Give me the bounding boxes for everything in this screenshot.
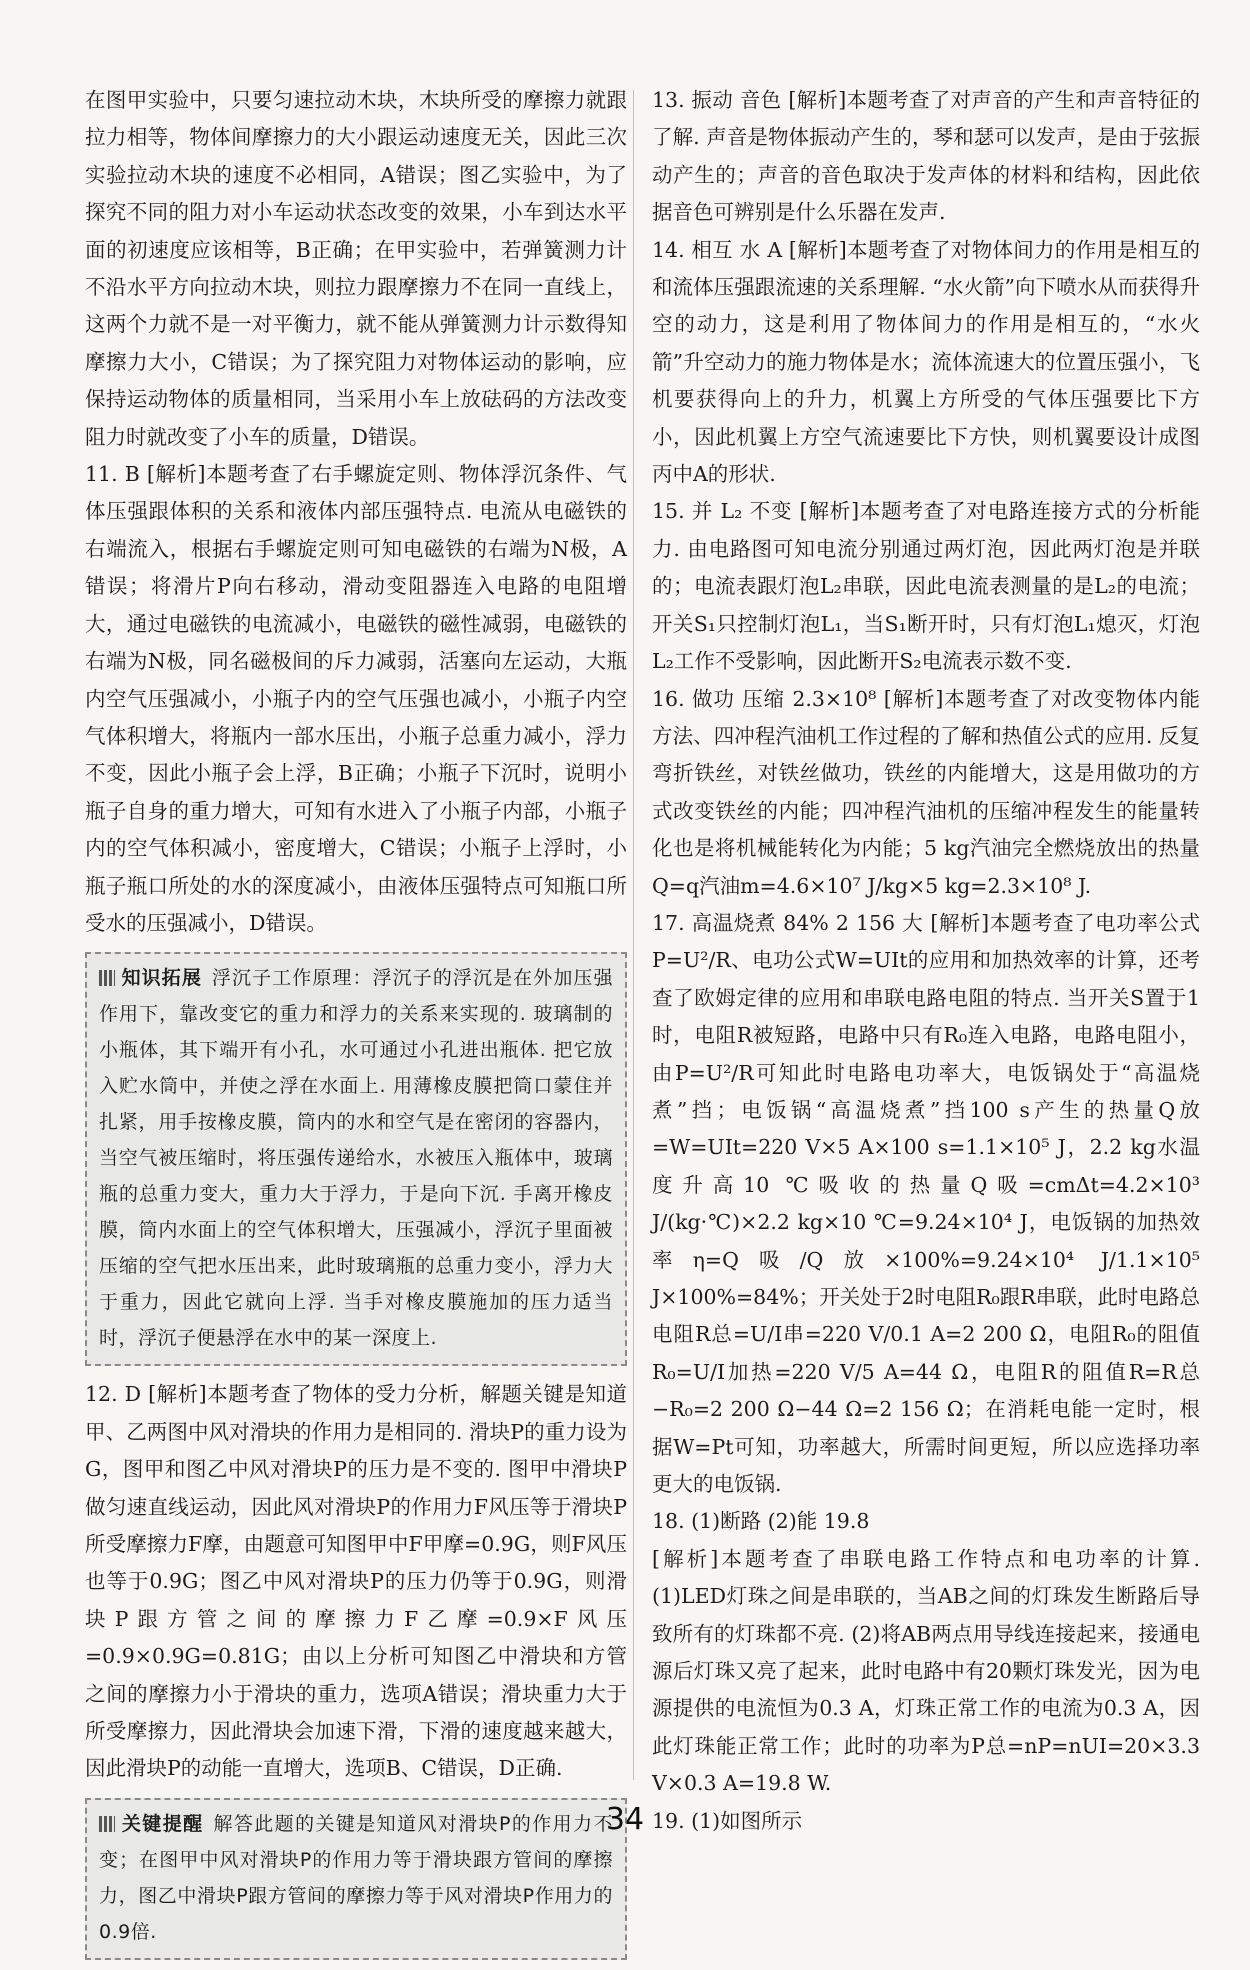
box-text: 解答此题的关键是知道风对滑块P的作用力不变；在图甲中风对滑块P的作用力等于滑块跟方管间的摩擦力，图乙中滑块P跟方管间的摩擦力等于风对滑块P作用力的0.9倍.: [99, 1812, 613, 1943]
answer-16: 16. 做功 压缩 2.3×10⁸ [解析]本题考查了对改变物体内能方法、四冲程汽油机工作过程的了解和热值公式的应用. 反复弯折铁丝，对铁丝做功，铁丝的内能增大，这是用做功的方式改变铁丝的内能；四冲程汽油机的压缩冲程发生的能量转化也是将机械能转化为内能；5 kg汽油完全燃烧放出的热量Q=q汽油m=4.6×10⁷ J/kg×5 kg=2.3×10⁸ J.: [652, 686, 1200, 898]
page-number: 34: [605, 1802, 645, 1837]
answer-18-heading: 18. (1)断路 (2)能 19.8: [652, 1509, 870, 1534]
answer-13: 13. 振动 音色 [解析]本题考查了对声音的产生和声音特征的了解. 声音是物体振动产生的，琴和瑟可以发声，是由于弦振动产生的；声音的音色取决于发声体的材料和结构，因此依据音色可辨别是什么乐器在发声.: [652, 88, 1200, 225]
answer-15: 15. 并 L₂ 不变 [解析]本题考查了对电路连接方式的分析能力. 由电路图可知电流分别通过两灯泡，因此两灯泡是并联的；电流表跟灯泡L₂串联，因此电流表测量的是L₂的电流；开关S₁只控制灯泡L₁，当S₁断开时，只有灯泡L₁熄灭，灯泡L₂工作不受影响，因此断开S₂电流表示数不变.: [652, 499, 1200, 674]
answer-17: 17. 高温烧煮 84% 2 156 大 [解析]本题考查了电功率公式P=U²/R、电功公式W=UIt的应用和加热效率的计算，还考查了欧姆定律的应用和串联电路电阻的特点. 当开关S置于1时，电阻R被短路，电路中只有R₀连入电路，电路电阻小，由P=U²/R可知此时电路电功率大，电饭锅处于“高温烧煮”挡；电饭锅“高温烧煮”挡100 s产生的热量Q放=W=UIt=220 V×5 A×100 s=1.1×10⁵ J，2.2 kg水温度升高10 ℃吸收的热量Q吸=cmΔt=4.2×10³ J/(kg·℃)×2.2 kg×10 ℃=9.24×10⁴ J，电饭锅的加热效率η=Q吸/Q放×100%=9.24×10⁴ J/1.1×10⁵ J×100%=84%；开关处于2时电阻R₀跟R串联，此时电路总电阻R总=U/I串=220 V/0.1 A=2 200 Ω，电阻R₀的阻值R₀=U/I加热=220 V/5 A=44 Ω，电阻R的阻值R=R总−R₀=2 200 Ω−44 Ω=2 156 Ω；在消耗电能一定时，根据W=Pt可知，功率越大，所需时间更短，所以应选择功率更大的电饭锅.: [652, 910, 1200, 1497]
note-icon: [99, 970, 115, 986]
box-title: 关键提醒: [121, 1812, 204, 1835]
answer-11: 11. B [解析]本题考查了右手螺旋定则、物体浮沉条件、气体压强跟体积的关系和液体内部压强特点. 电流从电磁铁的右端流入，根据右手螺旋定则可知电磁铁的右端为N极，A错误；将滑片P向右移动，滑动变阻器连入电路的电阻增大，通过电磁铁的电流减小，电磁铁的磁性减弱，电磁铁的右端为N极，同名磁极间的斥力减弱，活塞向左运动，大瓶内空气压强减小，小瓶子内的空气压强也减小，小瓶子内空气体积增大，将瓶内一部水压出，小瓶子总重力减小，浮力不变，因此小瓶子会上浮，B正确；小瓶子下沉时，说明小瓶子自身的重力增大，可知有水进入了小瓶子内部，小瓶子内的空气体积减小，密度增大，C错误；小瓶子上浮时，小瓶子瓶口所处的水的深度减小，由液体压强特点可知瓶口所受水的压强减小，D错误。: [85, 462, 627, 935]
answer-12: 12. D [解析]本题考查了物体的受力分析，解题关键是知道甲、乙两图中风对滑块的作用力是相同的. 滑块P的重力设为G，图甲和图乙中风对滑块P的压力是不变的. 图甲中滑块P做匀速直线运动，因此风对滑块P的作用力F风压等于滑块P所受摩擦力F摩，由题意可知图甲中F甲摩=0.9G，则F风压也等于0.9G；图乙中风对滑块P的压力仍等于0.9G，则滑块P跟方管之间的摩擦力F乙摩=0.9×F风压=0.9×0.9G=0.81G；由以上分析可知图乙中滑块和方管之间的摩擦力小于滑块的重力，选项A错误；滑块重力大于所受摩擦力，因此滑块会加速下滑，下滑的速度越来越大，因此滑块P的动能一直增大，选项B、C错误，D正确.: [85, 1382, 627, 1781]
box-text: 浮沉子工作原理：浮沉子的浮沉是在外加压强作用下，靠改变它的重力和浮力的关系来实现的. 玻璃制的小瓶体，其下端开有小孔，水可通过小孔进出瓶体. 把它放入贮水筒中，并使之浮在水面上. 用薄橡皮膜把筒口蒙住并扎紧，用手按橡皮膜，筒内的水和空气是在密闭的容器内，当空气被压缩时，将压强传递给水，水被压入瓶体中，玻璃瓶的总重力变大，重力大于浮力，于是向下沉. 手离开橡皮膜，筒内水面上的空气体积增大，压强减小，浮沉子里面被压缩的空气把水压出来，此时玻璃瓶的总重力变小，浮力大于重力，因此它就向上浮. 当手对橡皮膜施加的压力适当时，浮沉子便悬浮在水中的某一深度上.: [99, 967, 613, 1350]
right-column: [652, 82, 1200, 1840]
answer-18: [解析]本题考查了串联电路工作特点和电功率的计算. (1)LED灯珠之间是串联的，当AB之间的灯珠发生断路后导致所有的灯珠都不亮. (2)将AB两点用导线连接起来，接通电源后灯珠又亮了起来，此时电路中有20颗灯珠发光，因为电源提供的电流恒为0.3 A，灯珠正常工作的电流为0.3 A，因此灯珠能正常工作；此时的功率为P总=nP=nUI=20×3.3 V×0.3 A=19.8 W.: [652, 1546, 1200, 1796]
box-title: 知识拓展: [121, 967, 202, 990]
answer-14: 14. 相互 水 A [解析]本题考查了对物体间力的作用是相互的和流体压强跟流速的关系理解. “水火箭”向下喷水从而获得升空的动力，这是利用了物体间力的作用是相互的，“水火箭”升空动力的施力物体是水；流体流速大的位置压强小，飞机要获得向上的升力，机翼上方所受的气体压强要比下方小，因此机翼上方空气流速要比下方快，则机翼要设计成图丙中A的形状.: [652, 237, 1200, 487]
answer-19: 19. (1)如图所示: [652, 1808, 803, 1833]
left-column: [85, 82, 627, 1970]
knowledge-extension-box: [85, 952, 627, 1366]
column-divider: [633, 90, 634, 1780]
answer-continued: 在图甲实验中，只要匀速拉动木块，木块所受的摩擦力就跟拉力相等，物体间摩擦力的大小跟运动速度无关，因此三次实验拉动木块的速度不必相同，A错误；图乙实验中，为了探究不同的阻力对小车运动状态改变的效果，小车到达水平面的初速度应该相等，B正确；在甲实验中，若弹簧测力计不沿水平方向拉动木块，则拉力跟摩擦力不在同一直线上，这两个力就不是一对平衡力，就不能从弹簧测力计示数得知摩擦力大小，C错误；为了探究阻力对物体运动的影响，应保持运动物体的质量相同，当采用小车上放砝码的方法改变阻力时就改变了小车的质量，D错误。: [85, 88, 627, 449]
